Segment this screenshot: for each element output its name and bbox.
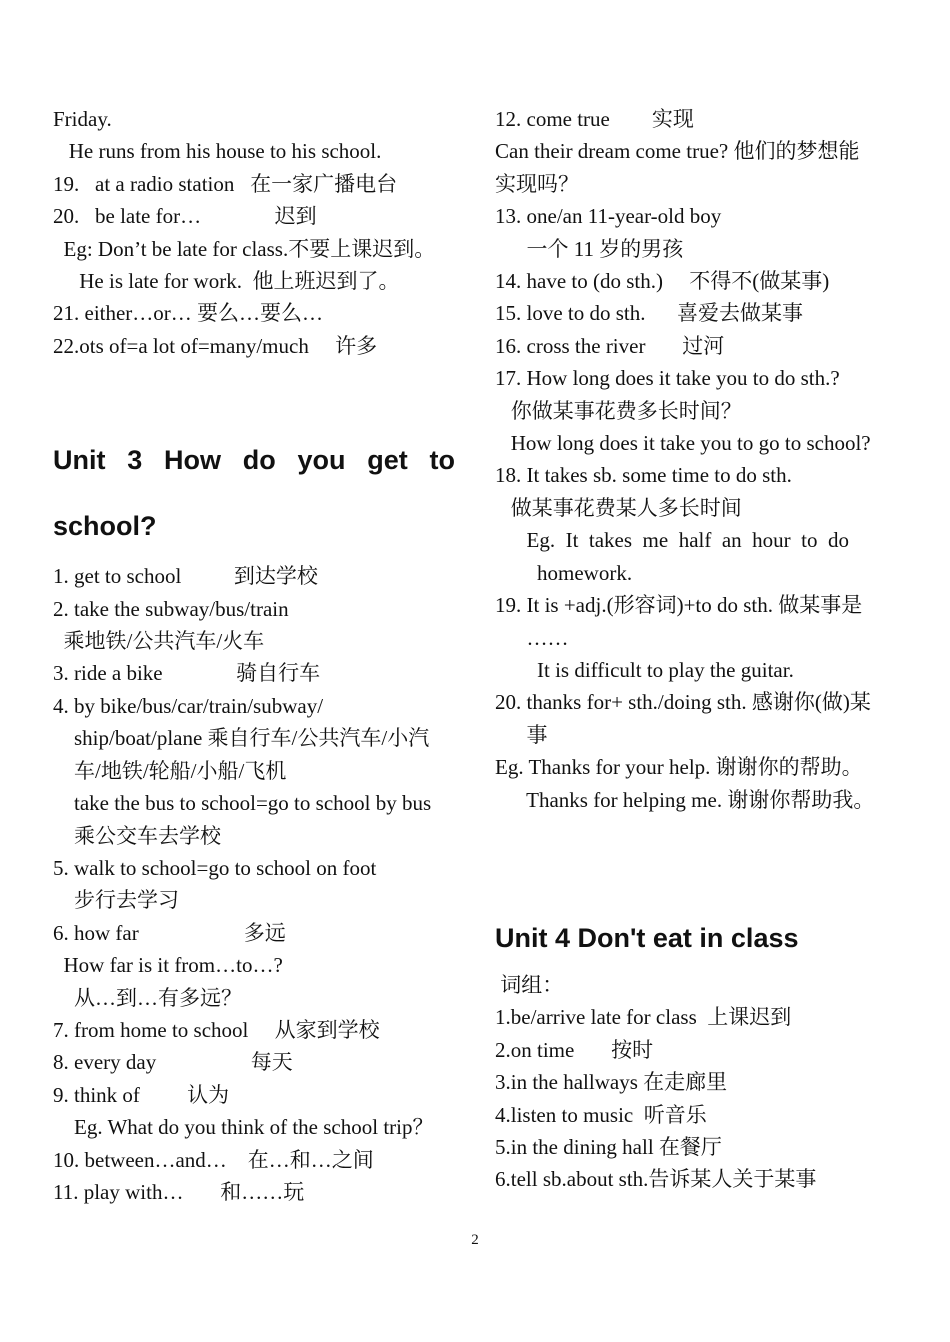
text-line: 词组： xyxy=(495,972,564,997)
text-line: 1. get to school 到达学校 xyxy=(53,564,318,589)
text-line: 一个 11 岁的男孩 xyxy=(495,236,684,261)
text-line: 事 xyxy=(495,722,548,747)
page-number: 2 xyxy=(471,1232,479,1248)
text-line: Can their dream come true? 他们的梦想能 xyxy=(495,139,860,164)
text-line: 17. How long does it take you to do sth.? xyxy=(495,366,840,391)
text-line: Friday. xyxy=(53,107,112,131)
text-line: Eg. What do you think of the school trip？ xyxy=(53,1115,434,1140)
text-line: How long does it take you to go to school? xyxy=(495,431,871,456)
text-line: 3.in the hallways 在走廊里 xyxy=(495,1070,728,1095)
text-line: 8. every day 每天 xyxy=(53,1050,293,1075)
text-line: 4. by bike/bus/car/train/subway/ xyxy=(53,693,324,718)
text-line: 2. take the subway/bus/train xyxy=(53,596,289,621)
right-column xyxy=(495,103,899,1196)
text-line: 10. between…and… 在…和…之间 xyxy=(53,1147,374,1172)
text-line: 6. how far 多远 xyxy=(53,920,286,945)
text-line: 乘公交车去学校 xyxy=(53,823,221,848)
text-line: Thanks for helping me. 谢谢你帮助我。 xyxy=(495,787,875,812)
text-line: He runs from his house to his school. xyxy=(53,139,382,164)
text-line: 12. come true 实现 xyxy=(495,107,694,131)
text-line: …… xyxy=(495,625,569,650)
text-line: How far is it from…to…? xyxy=(53,953,283,978)
text-line: Eg. Thanks for your help. 谢谢你的帮助。 xyxy=(495,755,863,780)
unit3-heading xyxy=(53,444,455,543)
text-line: 20. be late for… 迟到 xyxy=(53,204,317,229)
text-line: 20. thanks for+ sth./doing sth. 感谢你(做)某 xyxy=(495,690,871,715)
text-line: ship/boat/plane 乘自行车/公共汽车/小汽 xyxy=(53,726,430,751)
text-line: 做某事花费某人多长时间 xyxy=(495,495,742,520)
text-line: 19. at a radio station 在一家广播电台 xyxy=(53,171,398,196)
text-line: 3. ride a bike 骑自行车 xyxy=(53,661,321,686)
text-line: 11. play with… 和……玩 xyxy=(53,1179,305,1204)
text-line: 21. either…or… 要么…要么… xyxy=(53,301,324,326)
text-line: homework. xyxy=(495,560,633,585)
text-line: 乘地铁/公共汽车/火车 xyxy=(53,629,265,654)
text-line: 从…到…有多远？ xyxy=(53,985,242,1010)
text-line: 4.listen to music 听音乐 xyxy=(495,1102,707,1127)
text-line: 19. It is +adj.(形容词)+to do sth. 做某事是 xyxy=(495,593,863,618)
text-line: 5.in the dining hall 在餐厅 xyxy=(495,1134,722,1159)
text-line: 13. one/an 11-year-old boy xyxy=(495,204,722,229)
text-line: It is difficult to play the guitar. xyxy=(495,657,794,682)
unit3-heading-line2: school? xyxy=(53,511,157,542)
text-line: 14. have to (do sth.) 不得不(做某事) xyxy=(495,269,830,294)
text-line: 步行去学习 xyxy=(53,888,179,913)
left-column xyxy=(53,103,455,1208)
text-line: 车/地铁/轮船/小船/飞机 xyxy=(53,758,287,783)
unit3-heading-line1: Unit 3 How do you get to xyxy=(53,445,455,476)
text-line: 6.tell sb.about sth.告诉某人关于某事 xyxy=(495,1167,817,1192)
text-line: 5. walk to school=go to school on foot xyxy=(53,855,377,880)
text-line: 15. love to do sth. 喜爱去做某事 xyxy=(495,301,803,326)
text-line: 18. It takes sb. some time to do sth. xyxy=(495,463,792,488)
text-line: 9. think of 认为 xyxy=(53,1082,230,1107)
text-line: 实现吗？ xyxy=(495,171,579,196)
text-line: 7. from home to school 从家到学校 xyxy=(53,1017,380,1042)
text-line: 你做某事花费多长时间？ xyxy=(495,398,742,423)
text-line: Eg. It takes me half an hour to do xyxy=(495,528,850,553)
text-line: 2.on time 按时 xyxy=(495,1037,654,1062)
unit4-heading: Unit 4 Don't eat in class xyxy=(495,922,799,953)
text-line: Eg: Don’t be late for class.不要上课迟到。 xyxy=(53,236,436,261)
text-line: 16. cross the river 过河 xyxy=(495,333,725,358)
text-line: take the bus to school=go to school by bus xyxy=(53,791,432,816)
text-line: He is late for work. 他上班迟到了。 xyxy=(53,269,400,294)
text-line: 22.ots of=a lot of=many/much 许多 xyxy=(53,333,378,358)
text-line: 1.be/arrive late for class 上课迟到 xyxy=(495,1005,792,1030)
